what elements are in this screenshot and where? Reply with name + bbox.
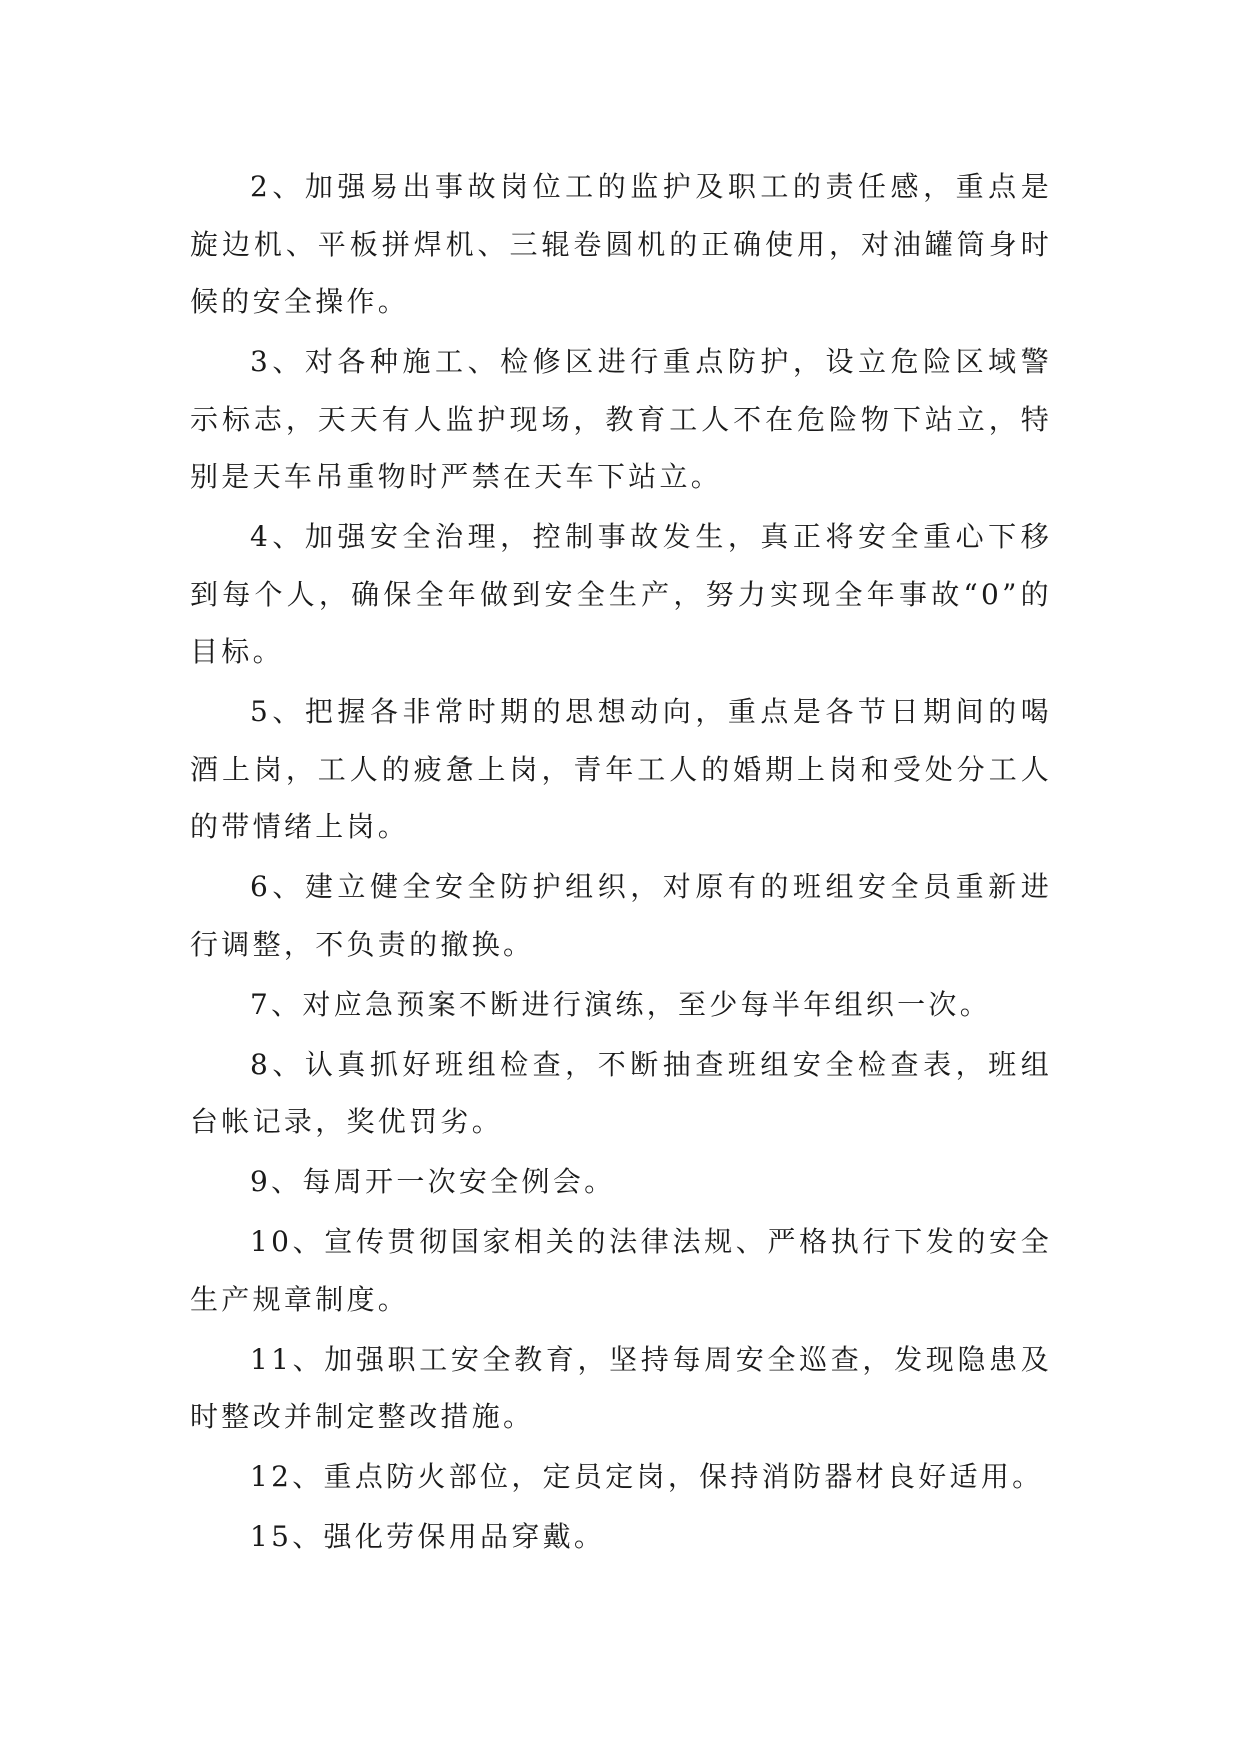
paragraph-item-2: 2、加强易出事故岗位工的监护及职工的责任感，重点是旋边机、平板拼焊机、三辊卷圆机的正确使用，对油罐筒身时候的安全操作。 bbox=[190, 170, 1052, 318]
paragraph-item-12: 12、重点防火部位，定员定岗，保持消防器材良好适用。 bbox=[250, 1460, 1044, 1493]
paragraph-item-3: 3、对各种施工、检修区进行重点防护，设立危险区域警示标志，天天有人监护现场，教育工人不在危险物下站立，特别是天车吊重物时严禁在天车下站立。 bbox=[190, 345, 1052, 493]
paragraph-item-4: 4、加强安全治理，控制事故发生，真正将安全重心下移到每个人，确保全年做到安全生产，努力实现全年事故“0”的目标。 bbox=[190, 520, 1052, 668]
document-body bbox=[190, 158, 1052, 1568]
paragraph-item-11: 11、加强职工安全教育，坚持每周安全巡查，发现隐患及时整改并制定整改措施。 bbox=[190, 1342, 1052, 1433]
paragraph-item-10: 10、宣传贯彻国家相关的法律法规、严格执行下发的安全生产规章制度。 bbox=[190, 1225, 1052, 1316]
paragraph-item-8: 8、认真抓好班组检查，不断抽查班组安全检查表，班组台帐记录，奖优罚劣。 bbox=[190, 1047, 1052, 1138]
paragraph-item-5: 5、把握各非常时期的思想动向，重点是各节日期间的喝酒上岗，工人的疲惫上岗，青年工人的婚期上岗和受处分工人的带情绪上岗。 bbox=[190, 695, 1052, 843]
paragraph-item-6: 6、建立健全安全防护组织，对原有的班组安全员重新进行调整，不负责的撤换。 bbox=[190, 870, 1052, 961]
paragraph-item-15: 15、强化劳保用品穿戴。 bbox=[250, 1520, 606, 1553]
paragraph-item-7: 7、对应急预案不断进行演练，至少每半年组织一次。 bbox=[250, 987, 992, 1021]
paragraph-item-9: 9、每周开一次安全例会。 bbox=[250, 1165, 616, 1198]
